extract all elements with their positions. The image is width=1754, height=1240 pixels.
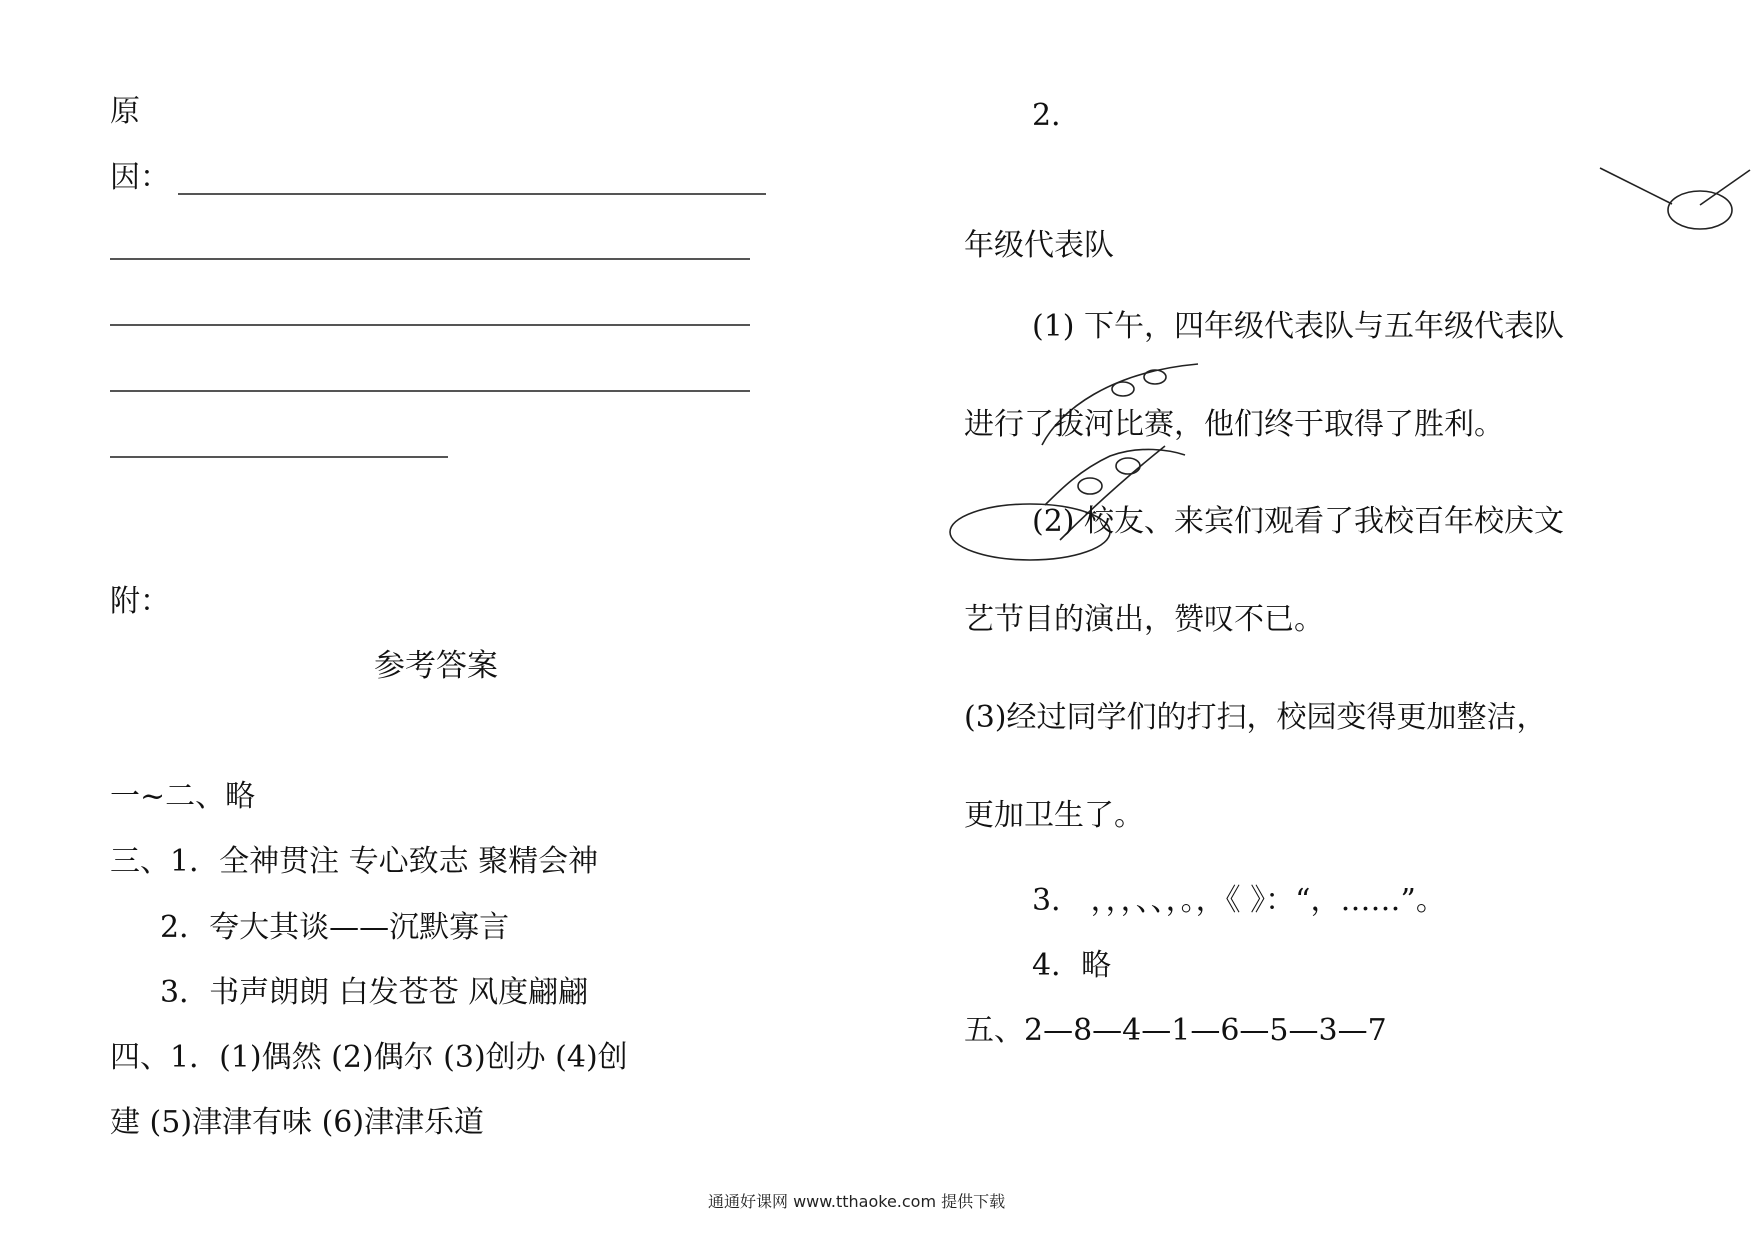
answer-line-f: 建 (5)津津有味 (6)津津乐道	[110, 1105, 485, 1140]
footer-credit: 通通好课网 www.tthaoke.com 提供下载	[708, 1192, 1006, 1211]
mark-loop-2	[1144, 370, 1166, 384]
answer-line-5[interactable]	[110, 456, 448, 458]
mark-loop-4	[1116, 458, 1140, 474]
answer-line-e: 四、1．(1)偶然 (2)偶尔 (3)创办 (4)创	[110, 1040, 628, 1075]
answer-line-c: 2．夸大其谈——沉默寡言	[160, 910, 510, 945]
reason-label-2: 因：	[110, 160, 170, 195]
answer-line-2[interactable]	[110, 258, 750, 260]
mark-curve-2	[1045, 449, 1185, 505]
right-line-6: 艺节目的演出，赞叹不已。	[964, 602, 1324, 637]
right-line-7: (3)经过同学们的打扫，校园变得更加整洁，	[964, 700, 1547, 735]
right-line-1: 2．	[1032, 98, 1082, 133]
answer-line-a: 一~二、略	[110, 779, 256, 814]
answer-line-d: 3．书声朗朗 白发苍苍 风度翩翩	[160, 975, 589, 1010]
right-line-8: 更加卫生了。	[964, 798, 1144, 833]
reason-label-1: 原	[110, 94, 140, 129]
right-line-11: 五、2—8—4—1—6—5—3—7	[964, 1013, 1387, 1048]
mark-line-right	[1700, 170, 1750, 205]
mark-loop-3	[1078, 478, 1102, 494]
appendix-label: 附：	[110, 584, 170, 619]
right-line-9: 3． ，，，、、，。，《 》：“，……”。	[1032, 883, 1446, 918]
mark-loop-1	[1112, 382, 1134, 396]
right-line-10: 4．略	[1032, 948, 1112, 983]
right-line-5: (2) 校友、来宾们观看了我校百年校庆文	[1032, 504, 1565, 539]
answer-line-1[interactable]	[178, 193, 766, 195]
answer-title: 参考答案	[374, 648, 498, 684]
mark-ellipse-top	[1668, 191, 1732, 229]
answer-line-3[interactable]	[110, 324, 750, 326]
right-line-2: 年级代表队	[964, 228, 1114, 263]
mark-line-left	[1600, 168, 1672, 204]
right-line-4: 进行了拔河比赛，他们终于取得了胜利。	[964, 407, 1504, 442]
right-line-3: (1) 下午，四年级代表队与五年级代表队	[1032, 309, 1565, 344]
answer-line-b: 三、1．全神贯注 专心致志 聚精会神	[110, 844, 599, 879]
answer-line-4[interactable]	[110, 390, 750, 392]
